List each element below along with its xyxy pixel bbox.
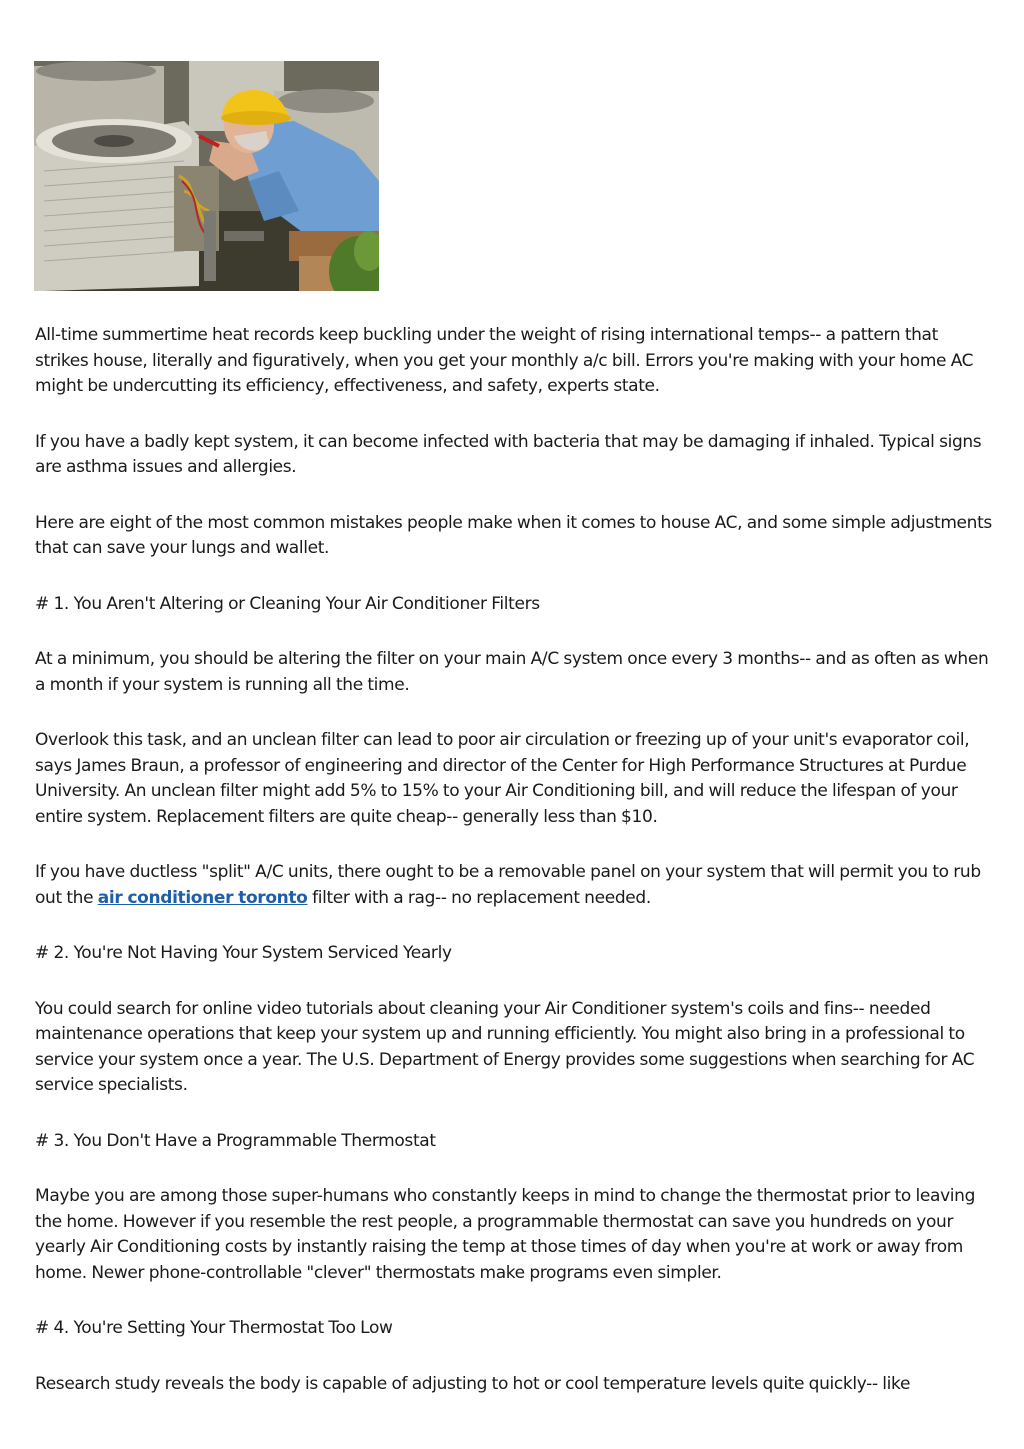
technician-photo xyxy=(34,61,379,291)
paragraph-research-study: Research study reveals the body is capable of adjusting to hot or cool temperature levels quite quickly-- like xyxy=(35,1373,911,1394)
heading-mistake-4: # 4. You're Setting Your Thermostat Too Low xyxy=(35,1318,393,1338)
heading-mistake-1: # 1. You Aren't Altering or Cleaning Your Air Conditioner Filters xyxy=(35,593,540,614)
article-body xyxy=(35,323,995,1427)
air-conditioner-toronto-link[interactable]: air conditioner toronto xyxy=(97,887,308,908)
paragraph-bacteria: If you have a badly kept system, it can become infected with bacteria that may be damaging if inhaled. Typical signs are asthma issues and allergies. xyxy=(35,431,982,477)
paragraph-ductless-text-before: If you have ductless "split" A/C units, there ought to be a removable panel on your system that will permit you to rub out the xyxy=(35,862,981,908)
paragraph-programmable-thermostat: Maybe you are among those super-humans who constantly keeps in mind to change the thermostat prior to leaving the home. However if you resemble the rest people, a programmable thermostat can save you hundreds on your yearly Air Conditioning costs by instantly raising the temp at those times of day when you're at work or away from home. Newer phone-controllable "clever" thermostats make programs even simpler. xyxy=(35,1186,976,1283)
technician-servicing-ac-unit-photo-icon xyxy=(34,61,379,291)
paragraph-intro: All-time summertime heat records keep buckling under the weight of rising international temps-- a pattern that strikes house, literally and figuratively, when you get your monthly a/c bill. Errors you're making with your home AC might be undercutting its efficiency, effectiveness, and safety, experts state. xyxy=(35,325,974,396)
heading-mistake-2: # 2. You're Not Having Your System Serviced Yearly xyxy=(35,943,452,963)
paragraph-filter-minimum: At a minimum, you should be altering the filter on your main A/C system once every 3 months-- and as often as when a month if your system is running all the time. xyxy=(35,649,989,695)
paragraph-ductless-split xyxy=(35,860,995,911)
paragraph-ductless-text-after: filter with a rag-- no replacement needed. xyxy=(307,887,651,908)
paragraph-eight-mistakes: Here are eight of the most common mistakes people make when it comes to house AC, and some simple adjustments that can save your lungs and wallet. xyxy=(35,512,992,558)
heading-mistake-3: # 3. You Don't Have a Programmable Thermostat xyxy=(35,1130,436,1151)
paragraph-unclean-filter: Overlook this task, and an unclean filter can lead to poor air circulation or freezing up of your unit's evaporator coil, says James Braun, a professor of engineering and director of the Center for High Performance Structures at Purdue University. An unclean filter might add 5% to 15% to your Air Conditioning bill, and will reduce the lifespan of your entire system. Replacement filters are quite cheap-- generally less than $10. xyxy=(35,730,970,827)
paragraph-service-yearly: You could search for online video tutorials about cleaning your Air Conditioner system's coils and fins-- needed maintenance operations that keep your system up and running efficiently. You might also bring in a professional to service your system once a year. The U.S. Department of Energy provides some suggestions when searching for AC service specialists. xyxy=(35,998,975,1095)
